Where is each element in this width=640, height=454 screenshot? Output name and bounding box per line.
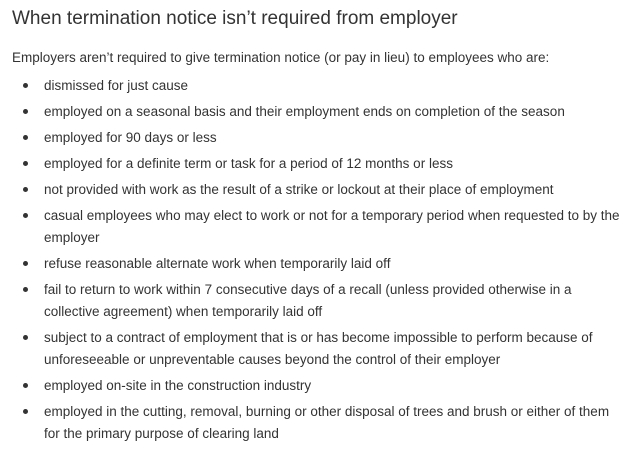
list-item-text: employed for 90 days or less	[44, 130, 217, 145]
bullet-icon	[23, 383, 28, 388]
list-item	[12, 127, 628, 149]
list-item	[12, 253, 628, 275]
list-item-text: not provided with work as the result of a strike or lockout at their place of employment	[44, 182, 554, 197]
bullet-icon	[23, 83, 28, 88]
bullet-icon	[23, 135, 28, 140]
list-item	[12, 279, 628, 323]
list-item	[12, 401, 628, 445]
bullet-icon	[23, 335, 28, 340]
list-item	[12, 75, 628, 97]
section-heading: When termination notice isn’t required from employer	[12, 8, 458, 29]
exemption-list	[12, 75, 628, 445]
list-item-text: refuse reasonable alternate work when temporarily laid off	[44, 256, 391, 271]
bullet-icon	[23, 409, 28, 414]
list-item-text: subject to a contract of employment that is or has become impossible to perform because of unforeseeable or unpreventable causes beyond the control of their employer	[44, 330, 593, 367]
bullet-icon	[23, 161, 28, 166]
list-item	[12, 375, 628, 397]
list-item	[12, 153, 628, 175]
list-item	[12, 179, 628, 201]
list-item	[12, 327, 628, 371]
bullet-icon	[23, 109, 28, 114]
list-item-text: fail to return to work within 7 consecutive days of a recall (unless provided otherwise in a collective agreement) when temporarily laid off	[44, 282, 572, 319]
list-item	[12, 205, 628, 249]
list-item-text: employed for a definite term or task for a period of 12 months or less	[44, 156, 453, 171]
bullet-icon	[23, 261, 28, 266]
list-item-text: employed on-site in the construction industry	[44, 378, 312, 393]
list-item-text: employed in the cutting, removal, burning or other disposal of trees and brush or either of them for the primary purpose of clearing land	[44, 404, 610, 441]
list-item	[12, 101, 628, 123]
bullet-icon	[23, 213, 28, 218]
list-item-text: casual employees who may elect to work or not for a temporary period when requested to by the employer	[44, 208, 620, 245]
intro-paragraph: Employers aren’t required to give termination notice (or pay in lieu) to employees who are:	[12, 50, 550, 65]
bullet-icon	[23, 287, 28, 292]
bullet-icon	[23, 187, 28, 192]
list-item-text: employed on a seasonal basis and their employment ends on completion of the season	[44, 104, 565, 119]
list-item-text: dismissed for just cause	[44, 78, 189, 93]
